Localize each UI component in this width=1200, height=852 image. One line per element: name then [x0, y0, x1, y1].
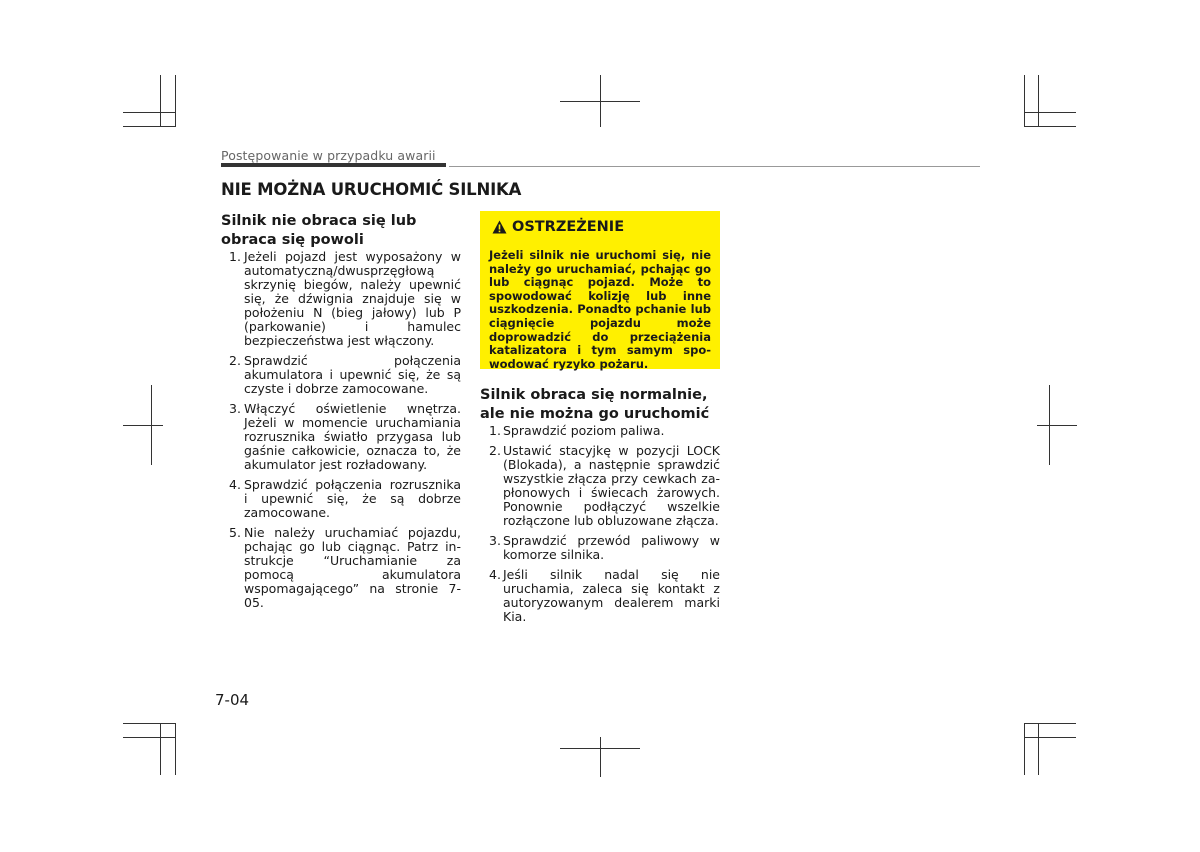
registration-mark: [600, 75, 601, 127]
list-text: Nie należy uruchamiać pojazdu, pchając go lub ciągnąc. Patrz instrukcje “Uruchamianie za pomocą akumulatora wspomagającego” na stronie 7-05.: [244, 525, 461, 610]
list-number: 2.: [489, 443, 501, 458]
crop-mark: [160, 723, 161, 775]
crop-mark: [1024, 737, 1076, 738]
crop-mark: [1038, 723, 1039, 775]
crop-mark: [123, 737, 175, 738]
list-item: [480, 534, 720, 562]
list-item: [221, 526, 461, 610]
crop-mark: [123, 112, 175, 113]
warning-text: Jeżeli silnik nie uruchomi się, nie należy go uruchamiać, pchając go lub ciągnąc pojazd. Może to spowodować kolizję lub inne uszkodzenia. Ponadto pchanie lub ciągnięcie pojazdu może doprowadzić do przeciążenia katalizatora i tym samym spowodować ryzyko pożaru.: [489, 248, 711, 371]
list-text: Sprawdzić połączenia rozrusznika i upewnić się, że są dobrze zamocowane.: [244, 477, 461, 520]
right-subheading: Silnik obraca się normalnie, ale nie można go uruchomić: [480, 387, 710, 422]
registration-mark: [123, 425, 163, 426]
header-rule-thin: [449, 166, 980, 167]
list-item: [221, 250, 461, 348]
list-text: Sprawdzić połączenia akumulatora i upewnić się, że są czyste i dobrze zamocowane.: [244, 353, 461, 396]
crop-mark: [1024, 75, 1025, 127]
crop-mark: [1038, 75, 1039, 127]
list-text: Włączyć oświetlenie wnętrza. Jeżeli w momencie uruchamiania rozrusznika światło przygasa lub gaśnie całkowicie, oznacza to, że akumulator jest rozładowany.: [244, 401, 461, 472]
list-item: [480, 444, 720, 528]
list-item: [221, 354, 461, 396]
right-steps-list: [480, 424, 720, 624]
list-number: 4.: [489, 567, 501, 582]
list-item: [221, 478, 461, 520]
crop-mark: [1024, 723, 1025, 775]
list-text: Jeśli silnik nadal się nie uruchamia, zaleca się kontakt z autoryzowanym dealerem marki Kia.: [503, 567, 720, 624]
crop-mark: [175, 75, 176, 127]
registration-mark: [1049, 385, 1050, 465]
list-number: 1.: [229, 249, 241, 264]
left-subheading: Silnik nie obraca się lub obraca się powoli: [221, 213, 417, 248]
crop-mark: [1024, 126, 1076, 127]
list-number: 5.: [229, 525, 241, 540]
page-title: NIE MOŻNA URUCHOMIĆ SILNIKA: [221, 180, 522, 199]
list-text: Sprawdzić poziom paliwa.: [503, 423, 665, 438]
crop-mark: [123, 126, 175, 127]
list-item: [480, 568, 720, 624]
crop-mark: [1024, 723, 1076, 724]
registration-mark: [151, 385, 152, 465]
warning-title: OSTRZEŻENIE: [512, 219, 625, 235]
list-number: 3.: [229, 401, 241, 416]
list-number: 3.: [489, 533, 501, 548]
list-number: 2.: [229, 353, 241, 368]
list-number: 4.: [229, 477, 241, 492]
section-header: Postępowanie w przypadku awarii: [221, 148, 436, 163]
list-text: Ustawić stacyjkę w pozycji LOCK (Blokada), a następnie sprawdzić wszystkie złącza przy cewkach zapłonowych i świecach żarowych. Ponownie podłączyć wszelkie rozłączone lub obluzowane złącza.: [503, 443, 720, 528]
registration-mark: [1037, 425, 1077, 426]
list-item: [221, 402, 461, 472]
left-steps-list: [221, 250, 461, 610]
list-text: Sprawdzić przewód paliwowy w komorze silnika.: [503, 533, 720, 562]
crop-mark: [123, 723, 175, 724]
right-column: [480, 211, 720, 630]
crop-mark: [1024, 112, 1076, 113]
list-text: Jeżeli pojazd jest wyposażony w automatyczną/dwusprzęgłową skrzynię biegów, należy upewnić się, że dźwignia znajduje się w położeniu N (bieg jałowy) lub P (parkowanie) i hamulec bezpieczeństwa jest włączony.: [244, 249, 461, 348]
registration-mark: [600, 737, 601, 777]
crop-mark: [160, 75, 161, 127]
crop-mark: [175, 723, 176, 775]
list-number: 1.: [489, 423, 501, 438]
left-column: [221, 212, 461, 616]
list-item: [480, 424, 720, 438]
page-number: 7-04: [215, 691, 250, 709]
header-rule-thick: [221, 163, 446, 167]
